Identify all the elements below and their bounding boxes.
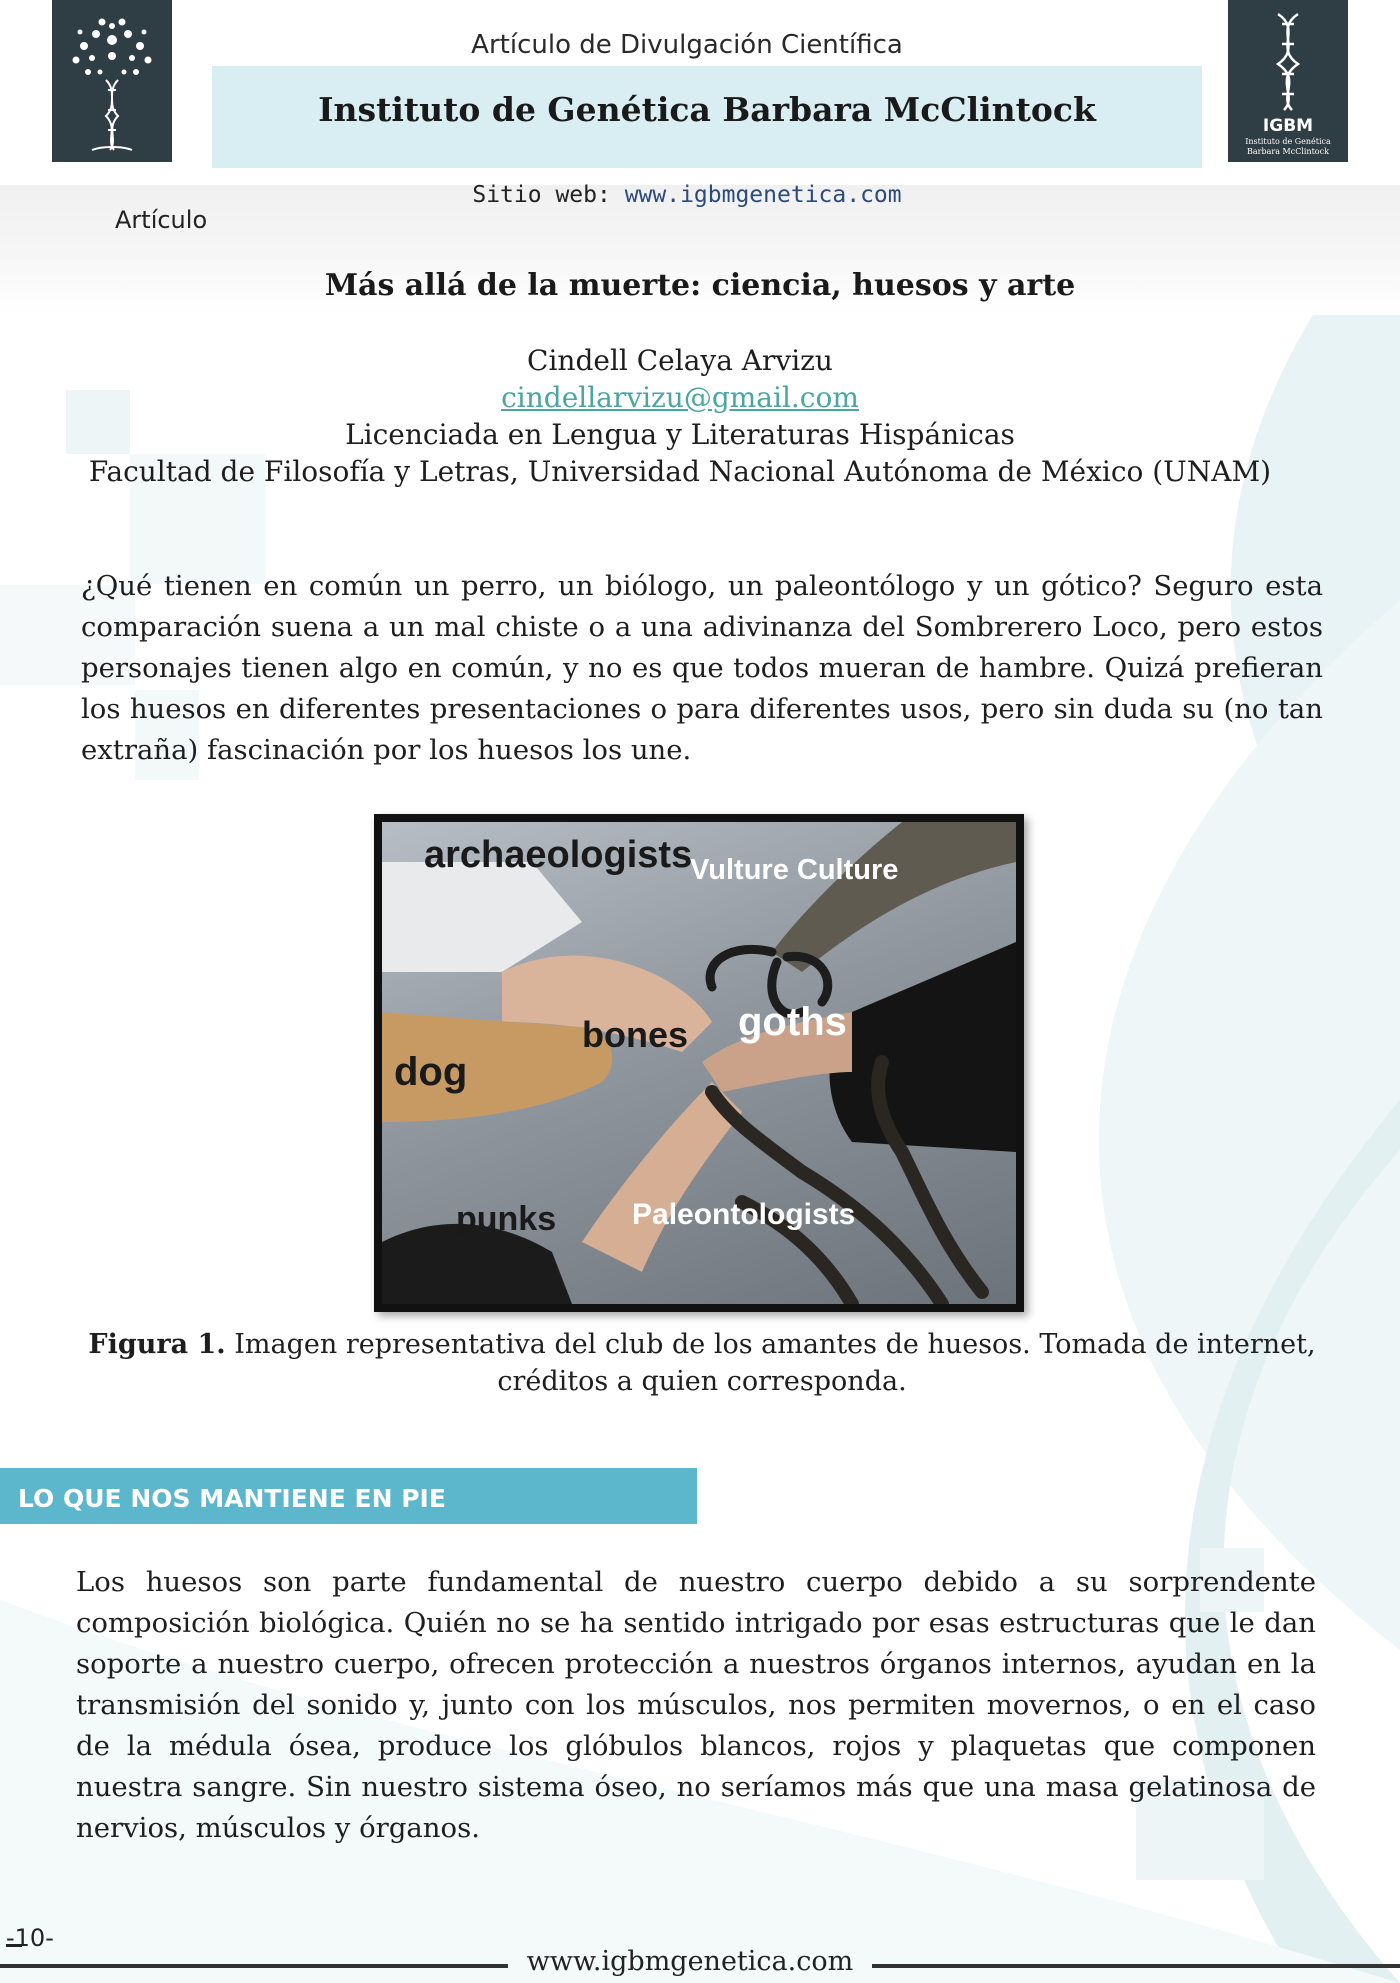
author-name: Cindell Celaya Arvizu xyxy=(527,344,833,377)
institute-title: Instituto de Genética Barbara McClintock xyxy=(318,90,1096,129)
header-kicker: Artículo de Divulgación Científica xyxy=(471,30,903,60)
logo-subtitle-line1: Instituto de Genética xyxy=(1245,137,1331,146)
dna-tree-icon xyxy=(52,0,172,162)
label-paleontologists: Paleontologists xyxy=(632,1198,856,1231)
label-vulture-culture: Vulture Culture xyxy=(690,854,899,886)
footer-rule-left xyxy=(0,1964,508,1968)
website-prefix: Sitio web: xyxy=(472,182,625,208)
section-heading: LO QUE NOS MANTIENE EN PIE xyxy=(18,1484,446,1513)
author-email-link[interactable]: cindellarvizu@gmail.com xyxy=(501,381,859,414)
logo-acronym: IGBM xyxy=(1262,116,1314,136)
section-tag: Artículo xyxy=(115,206,208,234)
figure-caption xyxy=(82,1326,1322,1400)
section-paragraph: Los huesos son parte fundamental de nuestro cuerpo debido a su sorprendente composición biológica. Quién no se ha sentido intrigado por esas estructuras que le dan soporte a nuestro cuerpo, ofrecen protección a nuestros órganos internos, ayudan en la transmisión del sonido y, junto con los músculos, nos permiten movernos, o en el caso de la médula ósea, produce los glóbulos blancos, rojos y plaquetas que componen nuestra sangre. Sin nuestro sistema óseo, no seríamos más que una masa gelatinosa de nervios, músculos y órganos. xyxy=(76,1566,1316,1844)
footer-website-link[interactable]: www.igbmgenetica.com xyxy=(526,1946,854,1977)
figure-caption-text: Imagen representativa del club de los amantes de huesos. Tomada de internet, créditos a quien corresponda. xyxy=(225,1329,1316,1397)
institute-logo-left xyxy=(52,0,172,162)
author-block xyxy=(60,342,1300,490)
label-punks: punks xyxy=(456,1200,557,1238)
label-dog: dog xyxy=(394,1050,468,1094)
website-line xyxy=(172,182,1202,208)
author-affiliation: Facultad de Filosofía y Letras, Universidad Nacional Autónoma de México (UNAM) xyxy=(88,455,1272,488)
intro-paragraph: ¿Qué tienen en común un perro, un biólogo, un paleontólogo y un gótico? Seguro esta comparación suena a un mal chiste o a una adivinanza del Sombrerero Loco, pero estos personajes tienen algo en común, y no es que todos mueran de hambre. Quizá prefieran los huesos en diferentes presentaciones o para diferentes usos, pero sin duda su (no tan extraña) fascinación por los huesos los une. xyxy=(81,570,1323,766)
institute-logo-right xyxy=(1228,0,1348,162)
article-title: Más allá de la muerte: ciencia, huesos y arte xyxy=(324,268,1076,303)
author-degree: Licenciada en Lengua y Literaturas Hispánicas xyxy=(345,418,1015,451)
label-goths: goths xyxy=(738,1000,847,1044)
figure-image xyxy=(382,822,1016,1304)
page-number: -10- xyxy=(6,1924,54,1952)
label-bones: bones xyxy=(582,1014,689,1055)
footer-rule-right xyxy=(872,1964,1400,1968)
figure-1 xyxy=(374,814,1024,1312)
label-archaeologists: archaeologists xyxy=(424,834,693,876)
website-link[interactable]: www.igbmgenetica.com xyxy=(624,182,902,208)
figure-caption-label: Figura 1. xyxy=(88,1329,226,1360)
logo-subtitle-line2: Barbara McClintock xyxy=(1247,147,1329,156)
